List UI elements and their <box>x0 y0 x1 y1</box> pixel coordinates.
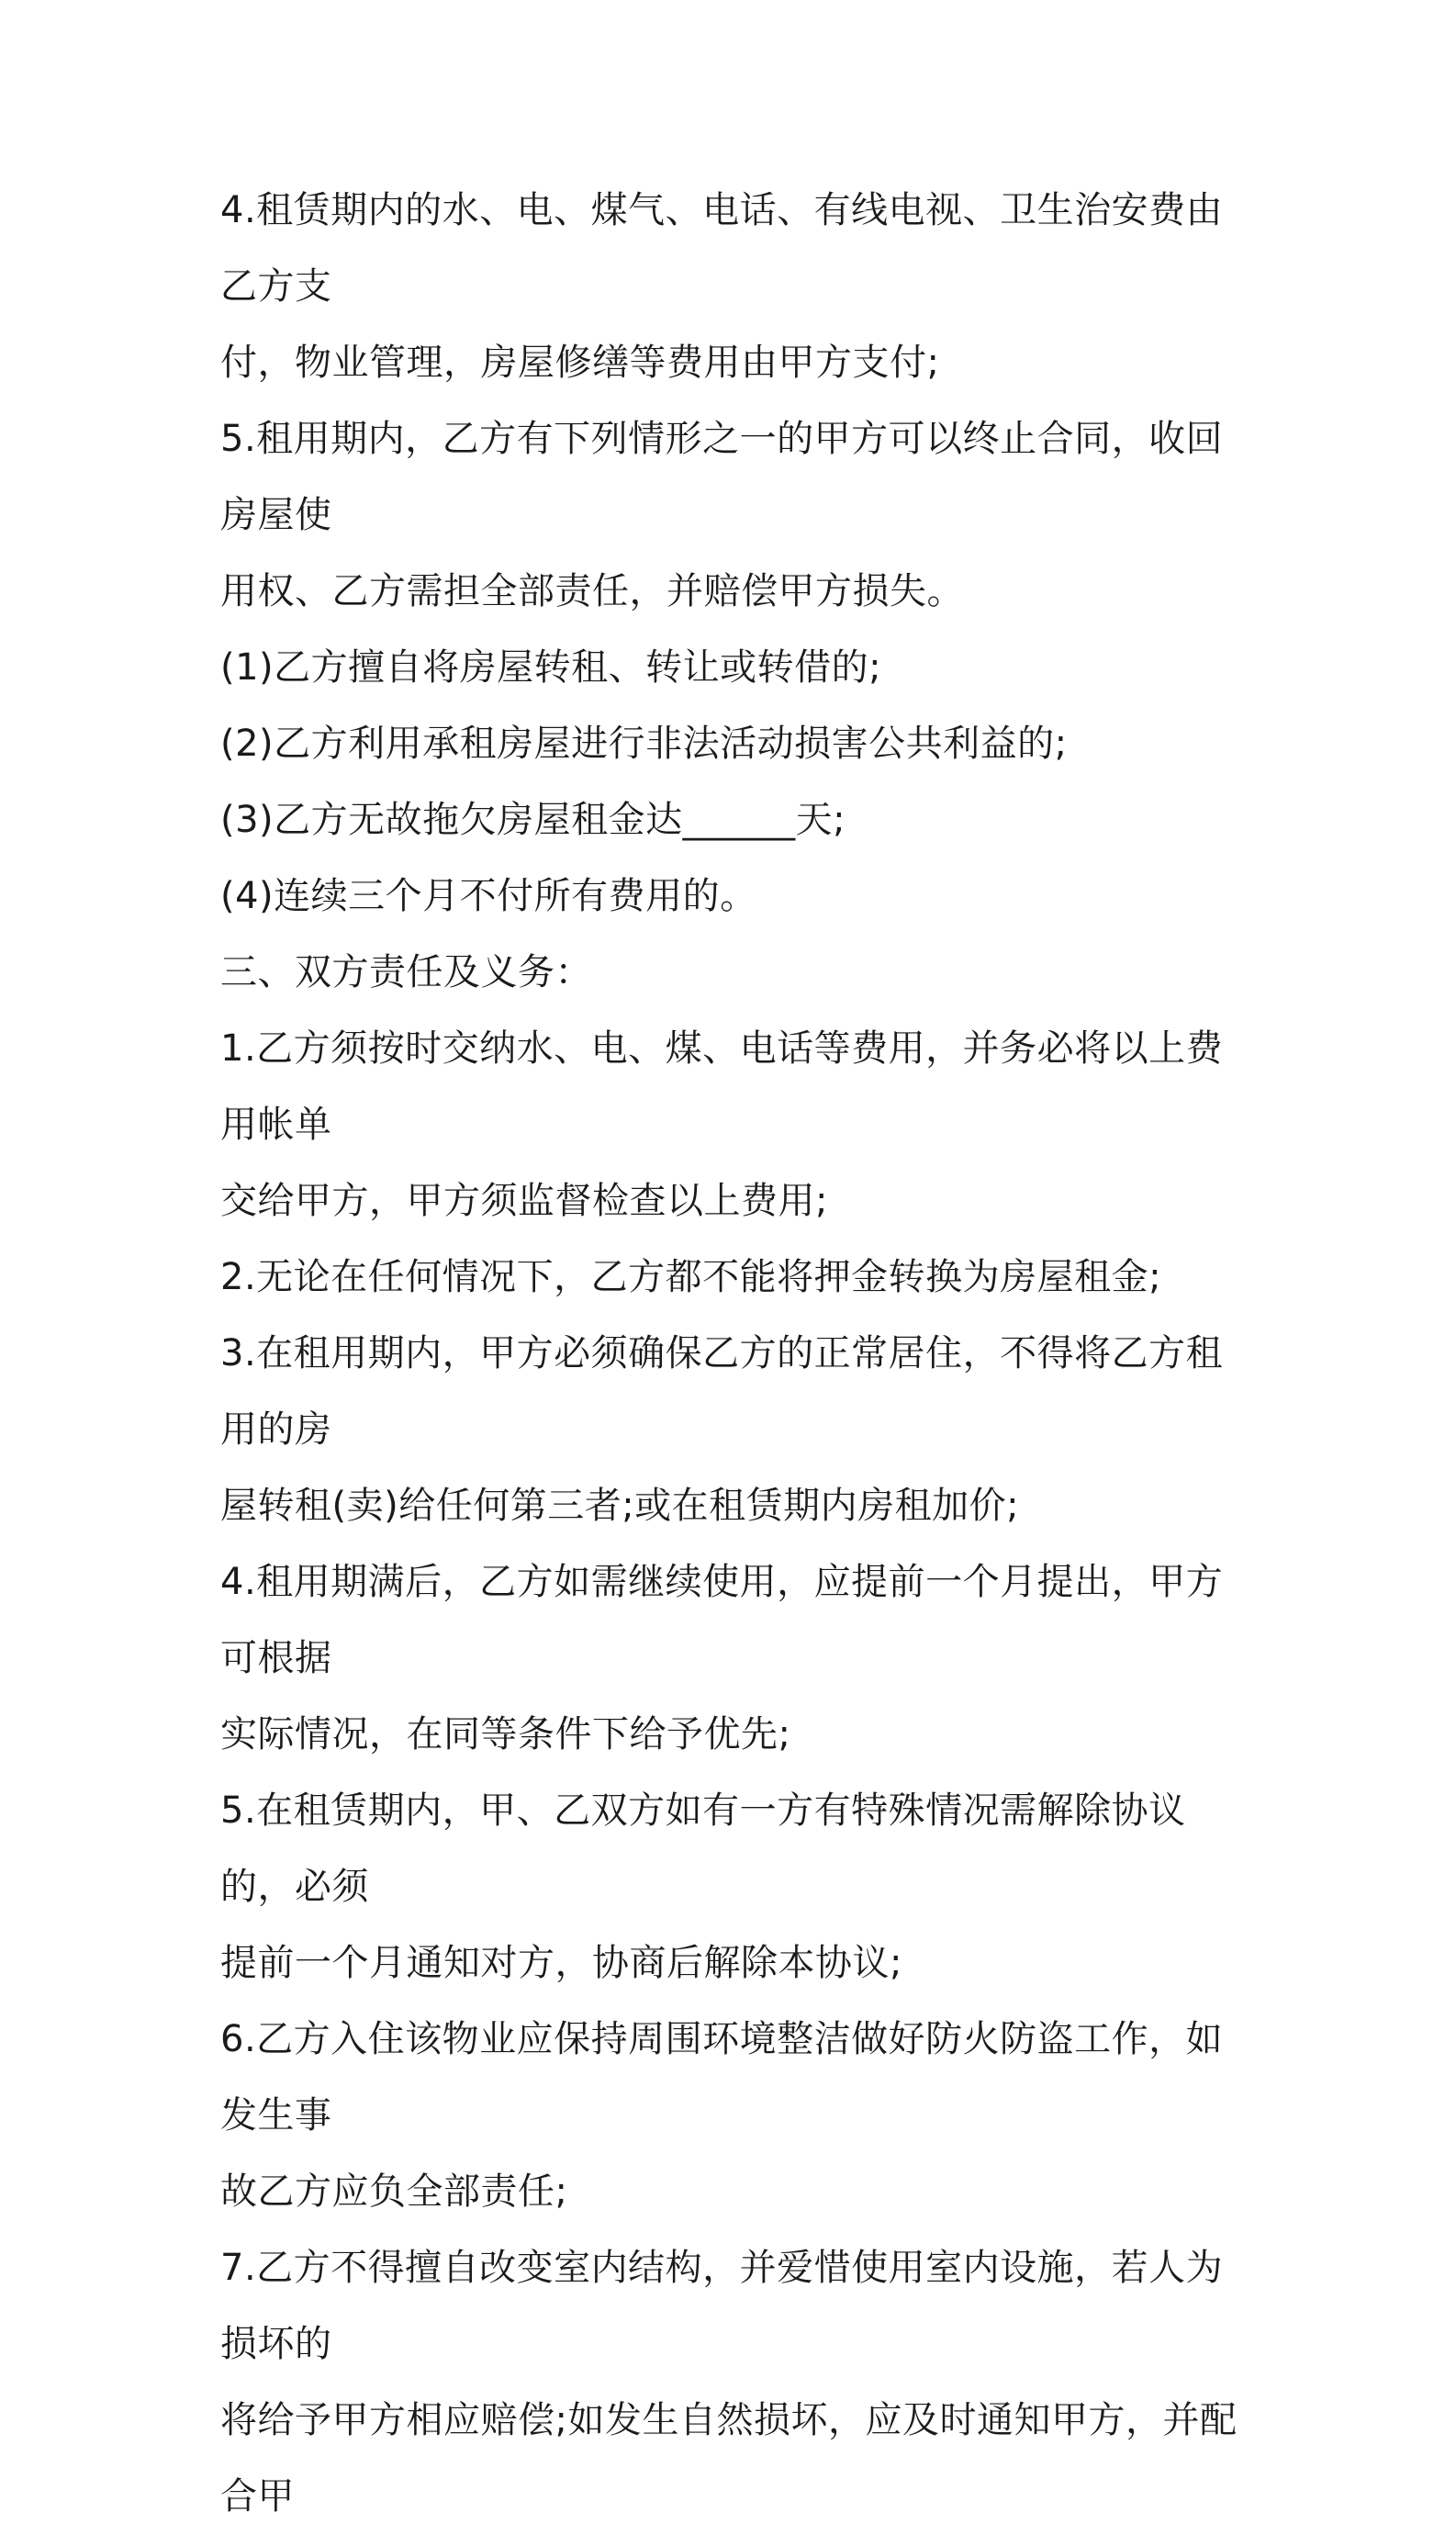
line-13: 3.在租用期内，甲方必须确保乙方的正常居住，不得将乙方租用的房 <box>220 1332 1224 1451</box>
document-body <box>220 173 1249 2535</box>
line-04: 用权、乙方需担全部责任，并赔偿甲方损失。 <box>220 570 964 612</box>
line-18: 提前一个月通知对方，协商后解除本协议; <box>220 1942 902 1984</box>
line-21: 7.乙方不得擅自改变室内结构，并爱惜使用室内设施，若人为损坏的 <box>220 2247 1224 2365</box>
line-15: 4.租用期满后，乙方如需继续使用，应提前一个月提出，甲方可根据 <box>220 1561 1224 1679</box>
line-20: 故乙方应负全部责任; <box>220 2170 568 2213</box>
line-17: 5.在租赁期内，甲、乙双方如有一方有特殊情况需解除协议的，必须 <box>220 1789 1186 1908</box>
line-01: 4.租赁期内的水、电、煤气、电话、有线电视、卫生治安费由乙方支 <box>220 189 1224 308</box>
line-11: 交给甲方，甲方须监督检查以上费用; <box>220 1180 828 1222</box>
line-05: (1)乙方擅自将房屋转租、转让或转借的; <box>220 646 882 689</box>
line-14: 屋转租(卖)给任何第三者;或在租赁期内房租加价; <box>220 1485 1020 1527</box>
line-02: 付，物业管理，房屋修缮等费用由甲方支付; <box>220 342 940 384</box>
line-16: 实际情况，在同等条件下给予优先; <box>220 1713 791 1755</box>
line-10: 1.乙方须按时交纳水、电、煤、电话等费用，并务必将以上费用帐单 <box>220 1027 1224 1146</box>
line-22: 将给予甲方相应赔偿;如发生自然损坏，应及时通知甲方，并配合甲 <box>220 2399 1238 2518</box>
line-03: 5.租用期内，乙方有下列情形之一的甲方可以终止合同，收回房屋使 <box>220 418 1224 536</box>
line-06: (2)乙方利用承租房屋进行非法活动损害公共利益的; <box>220 723 1068 765</box>
line-12: 2.无论在任何情况下，乙方都不能将押金转换为房屋租金; <box>220 1256 1162 1298</box>
line-08: (4)连续三个月不付所有费用的。 <box>220 875 757 917</box>
line-07: (3)乙方无故拖欠房屋租金达______天; <box>220 799 846 841</box>
section-heading: 三、双方责任及义务： <box>220 951 592 993</box>
line-19: 6.乙方入住该物业应保持周围环境整洁做好防火防盗工作，如发生事 <box>220 2018 1224 2137</box>
